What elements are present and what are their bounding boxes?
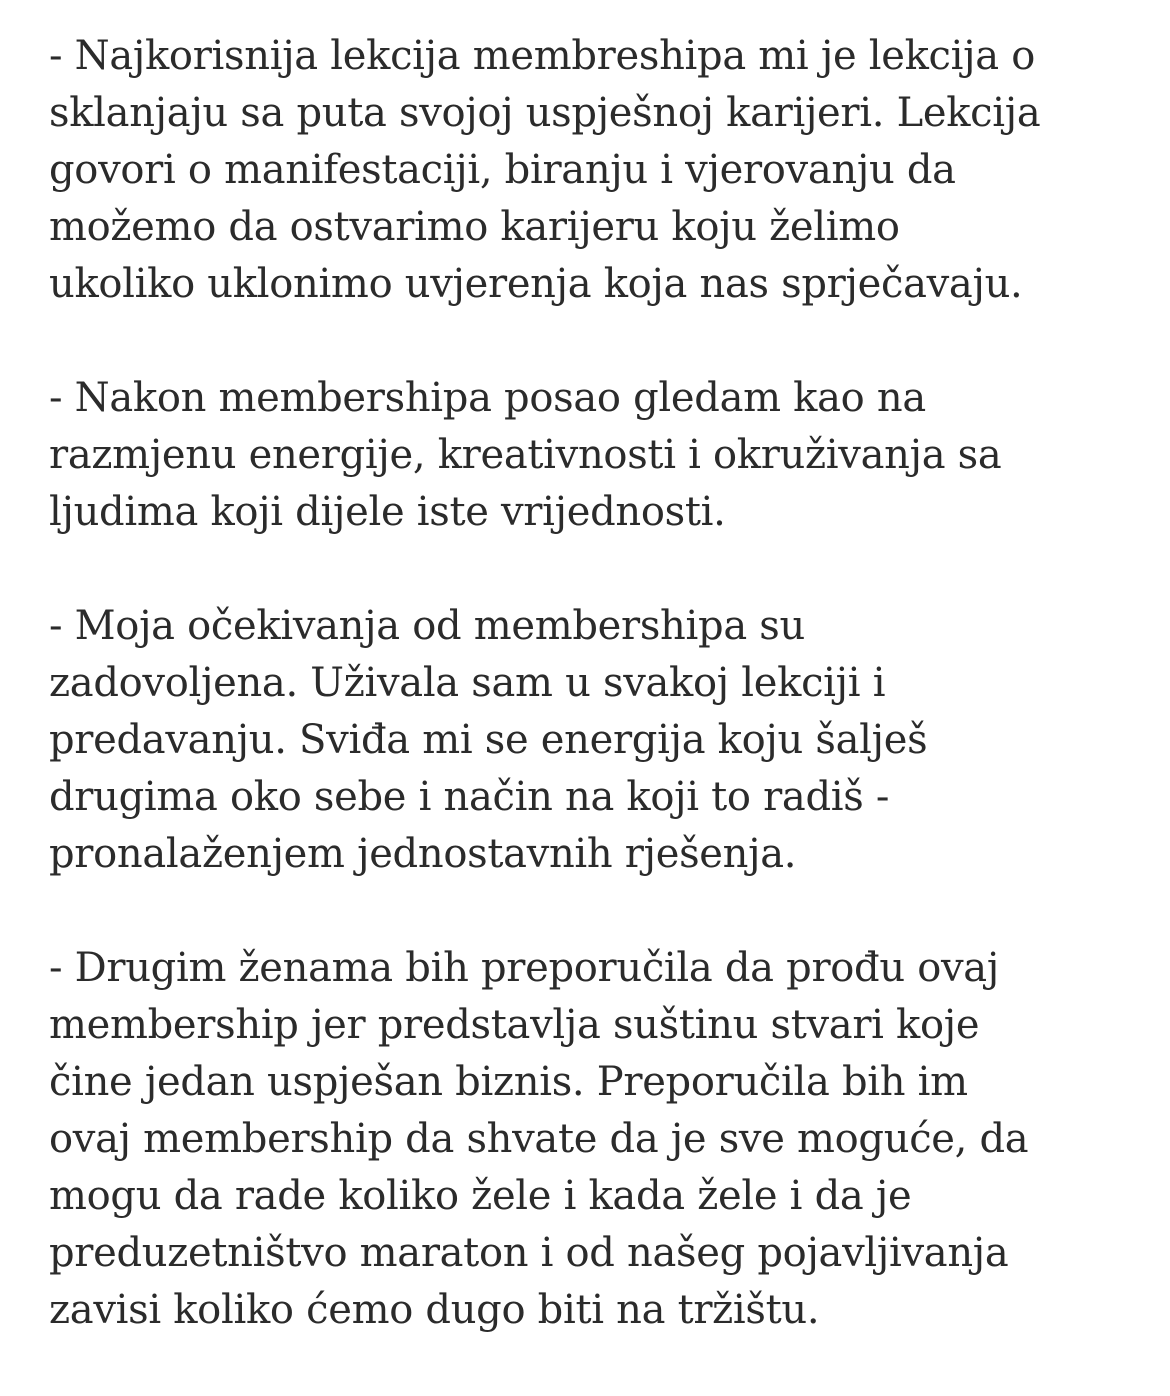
text-line: ljudima koji dijele iste vrijednosti. [49,489,726,535]
text-line: sklanjaju sa puta svojoj uspješnoj karijeri. Lekcija [49,90,1041,136]
text-line: preduzetništvo maraton i od našeg pojavljivanja [49,1230,1009,1276]
paragraph-spacer [49,541,1149,598]
text-line: zavisi koliko ćemo dugo biti na tržištu. [49,1287,820,1333]
paragraph-after-membership [49,370,1149,541]
text-line: razmjenu energije, kreativnosti i okruživanja sa [49,432,1002,478]
text-line: predavanju. Sviđa mi se energija koju šalješ [49,717,928,763]
paragraph-spacer [49,883,1149,940]
text-line: ovaj membership da shvate da je sve moguće, da [49,1116,1029,1162]
testimonial-text [49,28,1149,1339]
text-line: mogu da rade koliko žele i kada žele i da je [49,1173,912,1219]
text-line: - Najkorisnija lekcija membreshipa mi je lekcija o [49,33,1035,79]
text-line: ukoliko uklonimo uvjerenja koja nas sprječavaju. [49,261,1023,307]
text-line: - Nakon membershipa posao gledam kao na [49,375,926,421]
text-line: zadovoljena. Uživala sam u svakoj lekciji i [49,660,886,706]
paragraph-recommendation [49,940,1149,1339]
text-line: - Drugim ženama bih preporučila da prođu ovaj [49,945,999,991]
text-line: membership jer predstavlja suštinu stvari koje [49,1002,980,1048]
text-line: govori o manifestaciji, biranju i vjerovanju da [49,147,956,193]
paragraph-spacer [49,313,1149,370]
paragraph-most-useful-lesson [49,28,1149,313]
text-line: drugima oko sebe i način na koji to radiš - [49,774,890,820]
text-line: pronalaženjem jednostavnih rješenja. [49,831,797,877]
text-line: - Moja očekivanja od membershipa su [49,603,805,649]
paragraph-expectations [49,598,1149,883]
text-line: čine jedan uspješan biznis. Preporučila bih im [49,1059,968,1105]
text-line: možemo da ostvarimo karijeru koju želimo [49,204,900,250]
